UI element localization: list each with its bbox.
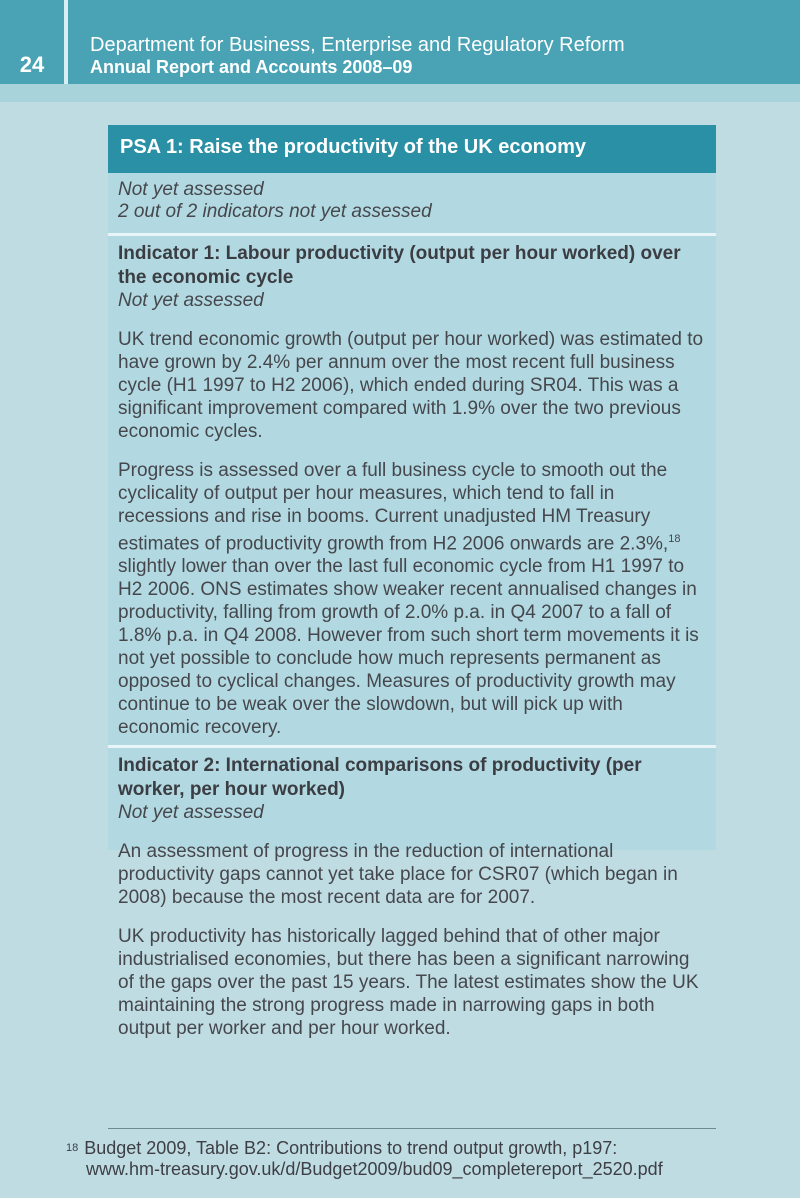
footnote-url: www.hm-treasury.gov.uk/d/Budget2009/bud09_completereport_2520.pdf [86, 1159, 663, 1179]
report-title: Annual Report and Accounts 2008–09 [90, 57, 413, 77]
psa-panel [108, 125, 716, 1040]
department-name: Department for Business, Enterprise and Regulatory Reform [90, 34, 625, 56]
indicator-2-title: Indicator 2: International comparisons of productivity (per worker, per hour worked) [118, 755, 642, 801]
page-number: 24 [19, 52, 45, 77]
indicator-2-paragraph-2: UK productivity has historically lagged behind that of other major industrialised economies, but there has been a significant narrowing of the gaps over the past 15 years. The latest estimates show the UK maintaining the strong progress made in narrowing gaps in both output per worker and per hour worked. [118, 926, 699, 1040]
indicator-2-status: Not yet assessed [118, 802, 264, 824]
paragraph-text: Progress is assessed over a full business cycle to smooth out the cyclicality of output per hour measures, which tend to fall in recessions and rise in booms. Current unadjusted HM Treasury estimates of productivity growth from H2 2006 onwards are 2.3%, [118, 460, 669, 555]
paragraph-text: slightly lower than over the last full economic cycle from H1 1997 to H2 2006. ONS estimates show weaker recent annualised changes in productivity, falling from growth of 2.0% p.a. in Q4 2007 to a fall of 1.8% p.a. in Q4 2008. However from such short term movements it is not yet possible to conclude how much represents permanent as opposed to cyclical changes. Measures of productivity growth may continue to be weak over the slowdown, but will pick up with economic recovery. [118, 556, 699, 739]
header-divider [64, 0, 68, 84]
indicator-1-title: Indicator 1: Labour productivity (output per hour worked) over the economic cycle [118, 243, 681, 288]
indicator-1-paragraph-1: UK trend economic growth (output per hour worked) was estimated to have grown by 2.4% per annum over the most recent full business cycle (H1 1997 to H2 2006), which ended during SR04. This was a significant improvement compared with 1.9% over the two previous economic cycles. [118, 329, 704, 442]
psa-status: Not yet assessed [118, 179, 264, 200]
footnote-reference: 18 [668, 533, 681, 545]
psa-title: PSA 1: Raise the productivity of the UK economy [108, 125, 716, 173]
indicator-1-status: Not yet assessed [118, 290, 264, 311]
indicator-2-paragraph-1: An assessment of progress in the reduction of international productivity gaps cannot yet take place for CSR07 (which began in 2008) because the most recent data are for 2007. [118, 841, 678, 909]
footnote-text: Budget 2009, Table B2: Contributions to trend output growth, p197: [84, 1138, 618, 1158]
footnote-number: 18 [66, 1142, 79, 1154]
indicator-2-section [108, 748, 716, 1046]
header-band [0, 84, 800, 102]
psa-status-detail: 2 out of 2 indicators not yet assessed [118, 201, 432, 222]
page-header [0, 0, 800, 84]
footnote-rule [108, 1128, 716, 1129]
footnote [66, 1138, 766, 1180]
indicator-1-paragraph-2 [118, 459, 708, 739]
psa-status-block [108, 173, 716, 233]
indicator-1-section [108, 236, 716, 745]
